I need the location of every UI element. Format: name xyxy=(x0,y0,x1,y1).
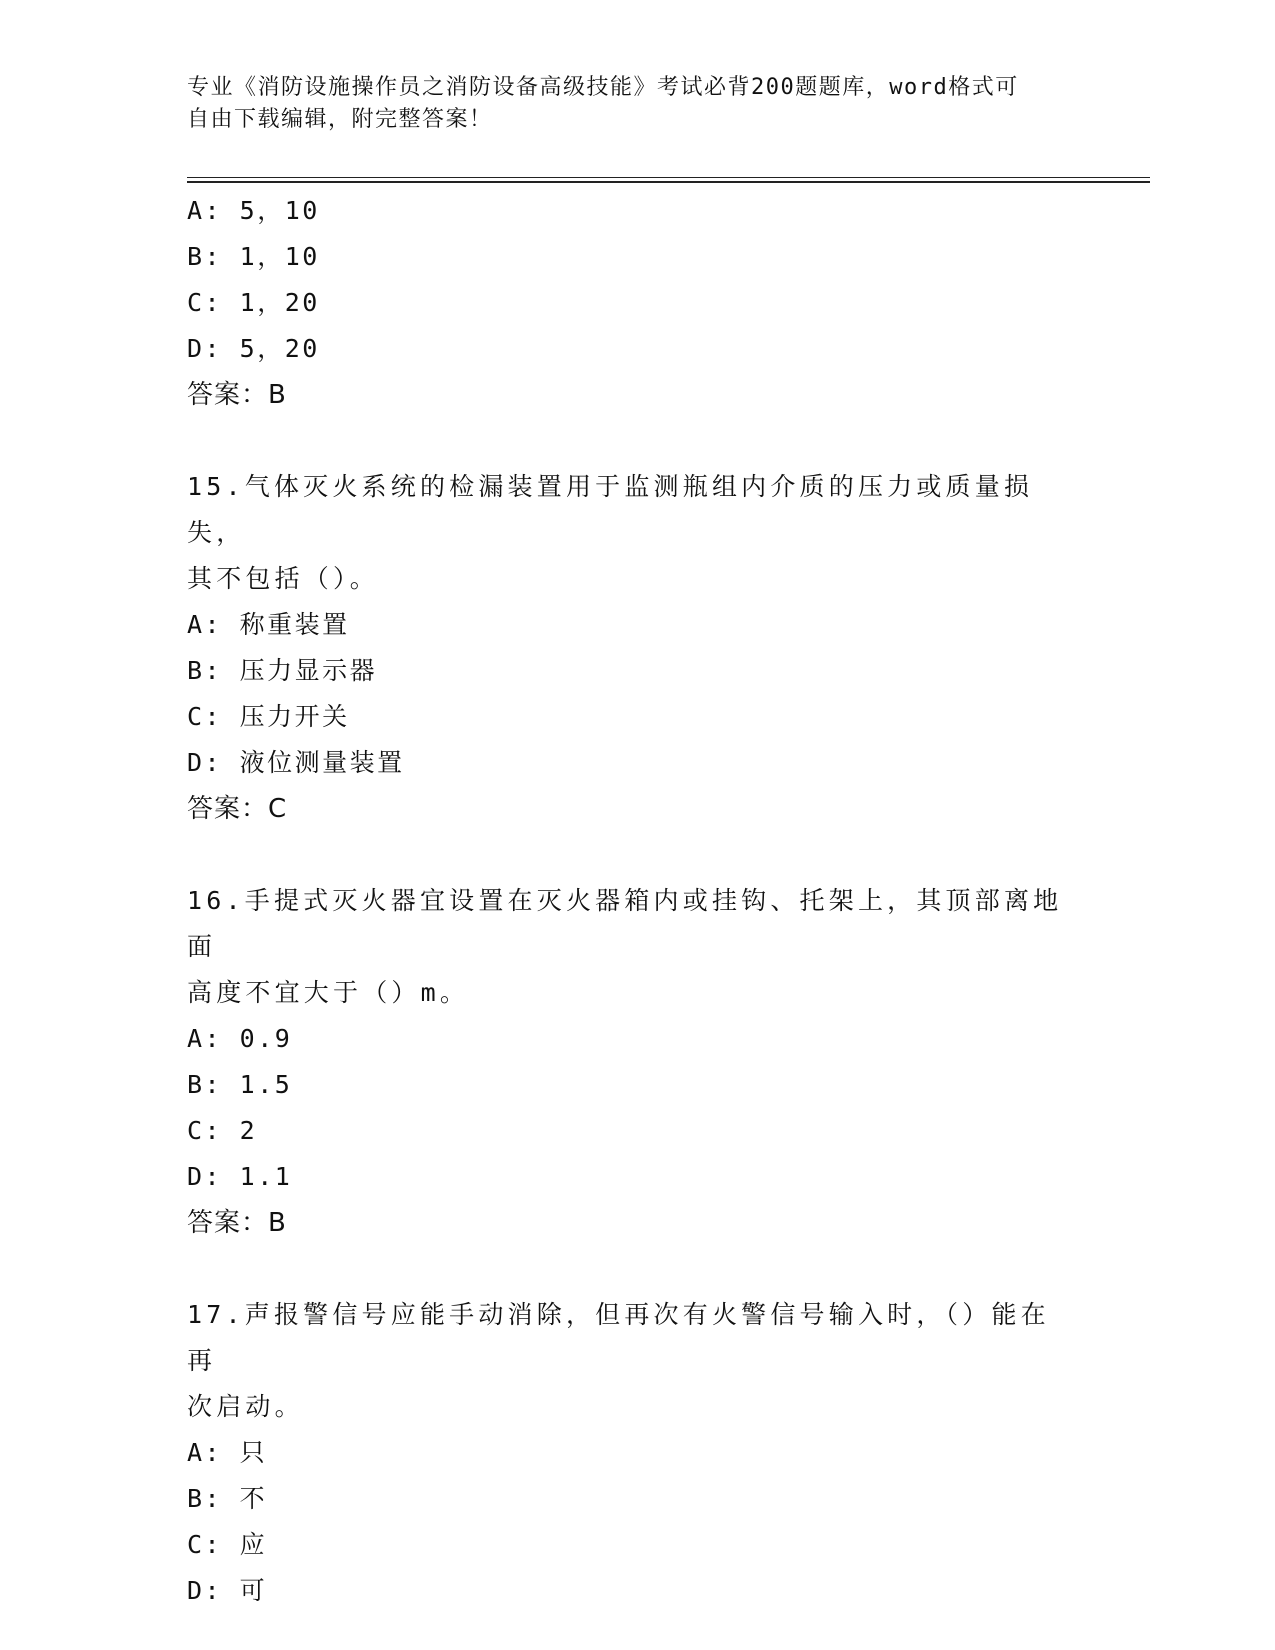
option-b: B: 不 xyxy=(187,1484,268,1513)
question-14 xyxy=(187,188,1087,418)
option-c: C: 2 xyxy=(187,1116,258,1145)
stem-line-1: 16.手提式灭火器宜设置在灭火器箱内或挂钩、托架上，其顶部离地面 xyxy=(187,886,1063,961)
question-16 xyxy=(187,878,1087,1246)
answer-line: 答案：B xyxy=(187,380,287,410)
option-b: B: 1，10 xyxy=(187,242,320,271)
answer-line: 答案：B xyxy=(187,1208,287,1238)
option-d: D: 液位测量装置 xyxy=(187,748,405,777)
header-divider-thin xyxy=(187,177,1150,178)
option-c: C: 应 xyxy=(187,1530,268,1559)
spacer xyxy=(187,418,1087,464)
option-d: D: 5，20 xyxy=(187,334,320,363)
option-a: A: 0.9 xyxy=(187,1024,293,1053)
option-a: A: 5，10 xyxy=(187,196,320,225)
answer-line: 答案：C xyxy=(187,794,288,824)
option-a: A: 只 xyxy=(187,1438,268,1467)
header-divider-thick xyxy=(187,181,1150,183)
option-c: C: 压力开关 xyxy=(187,702,350,731)
stem-line-2: 次启动。 xyxy=(187,1392,304,1421)
option-a: A: 称重装置 xyxy=(187,610,350,639)
question-stem xyxy=(187,464,1067,602)
question-list xyxy=(187,188,1087,1614)
option-b: B: 压力显示器 xyxy=(187,656,378,685)
option-b: B: 1.5 xyxy=(187,1070,293,1099)
spacer xyxy=(187,832,1087,878)
stem-line-1: 15.气体灭火系统的检漏装置用于监测瓶组内介质的压力或质量损失， xyxy=(187,472,1034,547)
stem-line-2: 其不包括（）。 xyxy=(187,564,379,593)
option-c: C: 1，20 xyxy=(187,288,320,317)
option-d: D: 1.1 xyxy=(187,1162,293,1191)
question-15 xyxy=(187,464,1087,832)
stem-line-2: 高度不宜大于（）m。 xyxy=(187,978,470,1007)
question-stem xyxy=(187,1292,1067,1430)
stem-line-1: 17.声报警信号应能手动消除，但再次有火警信号输入时，（）能在再 xyxy=(187,1300,1050,1375)
question-17 xyxy=(187,1292,1087,1614)
header-line-2: 自由下载编辑，附完整答案！ xyxy=(187,107,493,132)
spacer xyxy=(187,1246,1087,1292)
header-line-1: 专业《消防设施操作员之消防设备高级技能》考试必背200题题库，word格式可 xyxy=(187,75,1019,100)
question-stem xyxy=(187,878,1067,1016)
option-d: D: 可 xyxy=(187,1576,268,1605)
document-header xyxy=(187,72,1077,136)
